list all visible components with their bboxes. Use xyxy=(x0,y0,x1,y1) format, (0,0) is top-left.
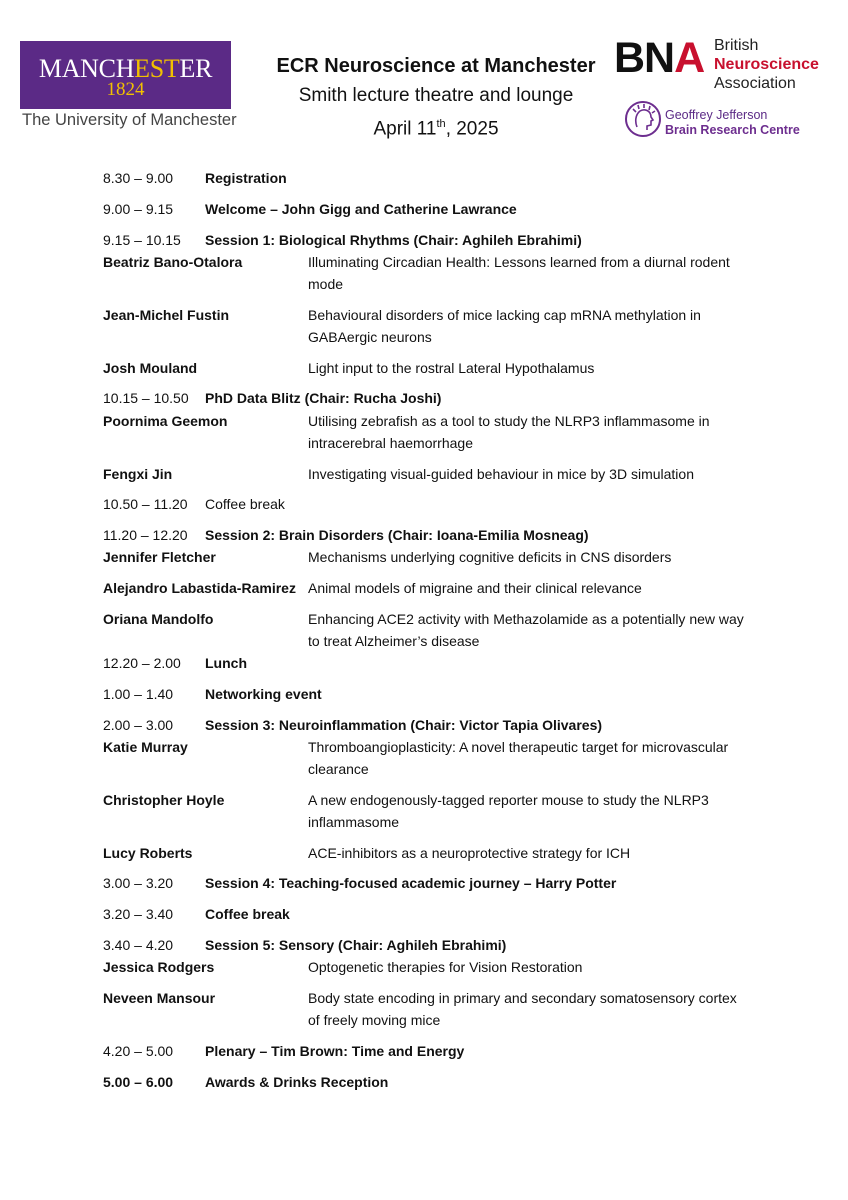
speaker-name: Oriana Mandolfo xyxy=(103,611,214,627)
event-venue: Smith lecture theatre and lounge xyxy=(298,85,574,106)
session-title: Session 2: Brain Disorders (Chair: Ioana-Emilia Mosneag) xyxy=(205,527,589,543)
talk-title: Illuminating Circadian Health: Lessons learned from a diurnal rodent mode xyxy=(308,254,730,292)
session-title: Session 5: Sensory (Chair: Aghileh Ebrahimi) xyxy=(205,937,507,953)
session-title: Session 1: Biological Rhythms (Chair: Aghileh Ebrahimi) xyxy=(205,232,582,248)
talk-title: Optogenetic therapies for Vision Restoration xyxy=(308,959,583,975)
speaker-name: Jennifer Fletcher xyxy=(103,549,216,565)
session-time: 9.15 – 10.15 xyxy=(103,232,181,248)
talk-title: A new endogenously-tagged reporter mouse to study the NLRP3 inflammasome xyxy=(308,792,709,830)
session-title: Coffee break xyxy=(205,906,290,922)
session-time: 11.20 – 12.20 xyxy=(103,527,188,543)
talk-title: Animal models of migraine and their clinical relevance xyxy=(308,580,642,596)
session-title: Registration xyxy=(205,170,287,186)
talk-title: Behavioural disorders of mice lacking cap mRNA methylation in GABAergic neurons xyxy=(308,307,701,345)
session-time: 8.30 – 9.00 xyxy=(103,170,174,186)
talk-title: ACE-inhibitors as a neuroprotective strategy for ICH xyxy=(308,845,631,861)
session-time: 3.40 – 4.20 xyxy=(103,937,174,953)
talk-title: Enhancing ACE2 activity with Methazolamide as a potentially new way to treat Alzheimer’s disease xyxy=(308,611,744,649)
talk-title: Investigating visual-guided behaviour in mice by 3D simulation xyxy=(308,466,694,482)
session-title: PhD Data Blitz (Chair: Rucha Joshi) xyxy=(205,390,442,406)
speaker-name: Alejandro Labastida-Ramirez xyxy=(103,580,296,596)
session-title: Welcome – John Gigg and Catherine Lawrance xyxy=(205,201,517,217)
uom-logo-subtitle: The University of Manchester xyxy=(22,111,237,129)
session-title: Networking event xyxy=(205,686,322,702)
speaker-name: Beatriz Bano-Otalora xyxy=(103,254,243,270)
uom-logo-year: 1824 xyxy=(106,79,145,100)
session-time: 10.15 – 10.50 xyxy=(103,390,189,406)
speaker-name: Fengxi Jin xyxy=(103,466,173,482)
session-time: 2.00 – 3.00 xyxy=(103,717,174,733)
event-title: ECR Neuroscience at Manchester xyxy=(276,55,596,77)
session-time: 9.00 – 9.15 xyxy=(103,201,174,217)
session-time: 5.00 – 6.00 xyxy=(103,1074,174,1090)
speaker-name: Lucy Roberts xyxy=(103,845,193,861)
speaker-name: Jessica Rodgers xyxy=(103,959,215,975)
session-title: Session 3: Neuroinflammation (Chair: Victor Tapia Olivares) xyxy=(205,717,603,733)
session-time: 4.20 – 5.00 xyxy=(103,1043,174,1059)
talk-title: Mechanisms underlying cognitive deficits in CNS disorders xyxy=(308,549,672,565)
session-time: 10.50 – 11.20 xyxy=(103,496,188,512)
session-title: Session 4: Teaching-focused academic journey – Harry Potter xyxy=(205,875,617,891)
speaker-name: Poornima Geemon xyxy=(103,413,228,429)
speaker-name: Jean-Michel Fustin xyxy=(103,307,230,323)
bna-logo-letters: BNA xyxy=(614,34,705,82)
session-time: 3.00 – 3.20 xyxy=(103,875,174,891)
speaker-name: Josh Mouland xyxy=(103,360,198,376)
session-title: Lunch xyxy=(205,655,247,671)
talk-title: Utilising zebrafish as a tool to study the NLRP3 inflammasome in intracerebral haemorrhage xyxy=(308,413,710,451)
gj-logo-text: Geoffrey Jefferson Brain Research Centre xyxy=(665,108,800,137)
bna-logo-text: British Neuroscience Association xyxy=(714,37,819,92)
session-time: 3.20 – 3.40 xyxy=(103,906,174,922)
speaker-name: Christopher Hoyle xyxy=(103,792,225,808)
talk-title: Body state encoding in primary and secondary somatosensory cortex of freely moving mice xyxy=(308,990,737,1028)
event-date: April 11th, 2025 xyxy=(373,118,499,140)
talk-title: Light input to the rostral Lateral Hypothalamus xyxy=(308,360,595,376)
session-time: 12.20 – 2.00 xyxy=(103,655,181,671)
uom-logo-wordmark: MANCHESTER xyxy=(38,54,213,83)
session-title: Plenary – Tim Brown: Time and Energy xyxy=(205,1043,465,1059)
talk-title: Thromboangioplasticity: A novel therapeutic target for microvascular clearance xyxy=(308,739,729,777)
session-time: 1.00 – 1.40 xyxy=(103,686,174,702)
speaker-name: Katie Murray xyxy=(103,739,188,755)
speaker-name: Neveen Mansour xyxy=(103,990,216,1006)
session-title: Coffee break xyxy=(205,496,285,512)
session-title: Awards & Drinks Reception xyxy=(205,1074,389,1090)
